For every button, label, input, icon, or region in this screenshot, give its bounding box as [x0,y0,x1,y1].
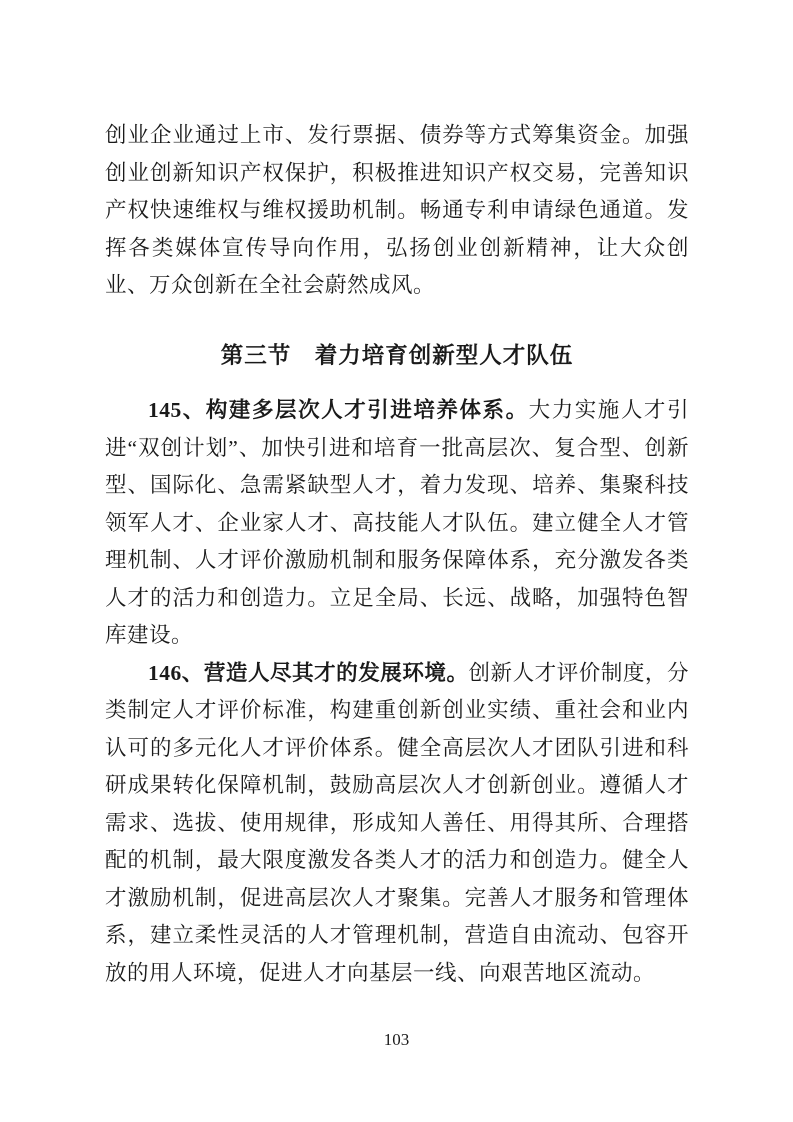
paragraph-continuation [105,117,689,305]
paragraph-text: 创新人才评价制度，分类制定人才评价标准，构建重创新创业实绩、重社会和业内认可的多元化人才评价体系。健全高层次人才团队引进和科研成果转化保障机制，鼓励高层次人才创新创业。遵循人才需求、选拔、使用规律，形成知人善任、用得其所、合理搭配的机制，最大限度激发各类人才的活力和创造力。健全人才激励机制，促进高层次人才聚集。完善人才服务和管理体系，建立柔性灵活的人才管理机制，营造自由流动、包容开放的用人环境，促进人才向基层一线、向艰苦地区流动。 [105,660,689,985]
paragraph-text: 创业企业通过上市、发行票据、债券等方式筹集资金。加强创业创新知识产权保护，积极推进知识产权交易，完善知识产权快速维权与维权援助机制。畅通专利申请绿色通道。发挥各类媒体宣传导向作用，弘扬创业创新精神，让大众创业、万众创新在全社会蔚然成风。 [105,123,689,297]
section-heading: 第三节 着力培育创新型人才队伍 [220,342,574,368]
paragraph-lead: 145、构建多层次人才引进培养体系。 [148,398,529,422]
page-number: 103 [383,1030,410,1049]
paragraph-146 [105,655,689,993]
paragraph-text: 大力实施人才引进“双创计划”、加快引进和培育一批高层次、复合型、创新型、国际化、急需紧缺型人才，着力发现、培养、集聚科技领军人才、企业家人才、高技能人才队伍。建立健全人才管理机制、人才评价激励机制和服务保障体系，充分激发各类人才的活力和创造力。立足全局、长远、战略，加强特色智库建设。 [105,398,689,647]
paragraph-lead: 146、营造人尽其才的发展环境。 [148,660,469,685]
paragraph-145 [105,392,689,655]
page-content [105,117,689,992]
